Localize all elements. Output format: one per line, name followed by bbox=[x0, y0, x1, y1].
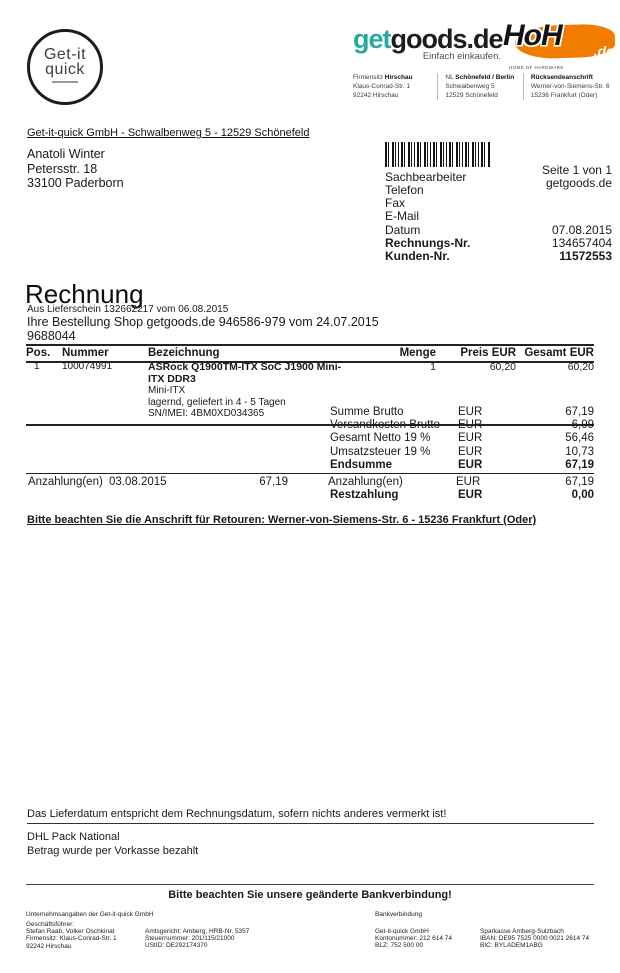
meta-label: Rechnungs-Nr. bbox=[385, 236, 471, 250]
item-price: 60,20 bbox=[489, 361, 516, 373]
header-preis: Preis EUR bbox=[460, 347, 516, 359]
sender-line: Get-it-quick GmbH - Schwalbenweg 5 - 12529 Schönefeld bbox=[27, 127, 310, 139]
footer-bank-heading: Bankverbindung bbox=[375, 911, 422, 918]
footer-management-column: Geschäftsführer: Stefan Raab, Volker Oschkinat Firmensitz: Klaus-Conrad-Str. 1 92242 Hirschau bbox=[26, 921, 117, 950]
address-line: Schwalbenweg 5 bbox=[445, 83, 495, 90]
footer-company-heading: Unternehmsangaben der Get-it-quick GmbH bbox=[26, 911, 154, 918]
payment-row-anzahlung: Anzahlung(en) 03.08.2015 67,19 Anzahlung(en) EUR 67,19 bbox=[28, 476, 594, 488]
footer-account-column: Get-it-quick GmbH Kontonummer: 212 614 74 BLZ: 752 500 00 bbox=[375, 928, 452, 950]
getgoods-rest: goods.de bbox=[390, 24, 503, 54]
meta-value: 134657404 bbox=[551, 236, 612, 250]
address-column-firmensitz bbox=[353, 73, 437, 100]
total-row-versandkosten: Versandkosten Brutto EUR 6,99 bbox=[330, 419, 594, 432]
header-menge: Menge bbox=[399, 347, 436, 359]
banner-divider bbox=[26, 884, 594, 885]
logo-line2: quick bbox=[45, 61, 85, 78]
payment-label: Anzahlung(en) bbox=[28, 476, 103, 488]
page-info bbox=[470, 164, 612, 190]
hoh-tagline: HOME OF HARDWARE bbox=[509, 65, 564, 70]
logo-tagline-decoration bbox=[52, 81, 78, 83]
total-row-summe-brutto: Summe Brutto EUR 67,19 bbox=[330, 406, 594, 418]
getgoods-accent: get bbox=[353, 24, 391, 54]
meta-value: 11572553 bbox=[559, 249, 612, 263]
bestellnummer-line: 9688044 bbox=[27, 329, 76, 343]
footer-registry-column: Amtsgericht: Amberg, HRB-Nr. 5357 Steuernummer: 201/115/21000 UStID: DE292174370 bbox=[145, 928, 250, 950]
shipping-info bbox=[27, 831, 198, 858]
item-serial: SN/IMEI: 4BM0XD034365 bbox=[148, 408, 265, 419]
total-row-endsumme: Endsumme EUR 67,19 bbox=[330, 458, 594, 471]
footer-iban-column: Sparkasse Amberg-Sulzbach IBAN: DE95 7525 0000 0021 2614 74 BIC: BYLADEM1ABG bbox=[480, 928, 590, 950]
address-line: Werner-von-Siemens-Str. 6 bbox=[530, 83, 610, 90]
item-quantity: 1 bbox=[430, 361, 436, 373]
address-title: Schönefeld / Berlin bbox=[455, 74, 515, 81]
recipient-street: Petersstr. 18 bbox=[27, 161, 98, 176]
label-fax: Fax bbox=[385, 196, 406, 210]
meta-row-kundennr bbox=[385, 250, 612, 263]
address-line: 15236 Frankfurt (Oder) bbox=[530, 92, 598, 99]
address-pre: Firmensitz bbox=[353, 74, 385, 81]
recipient-address bbox=[27, 147, 124, 191]
address-title: Hirschau bbox=[384, 74, 413, 81]
getgoods-logo bbox=[353, 25, 501, 62]
item-number: 100074991 bbox=[62, 361, 113, 372]
payment-method-note: Betrag wurde per Vorkasse bezahlt bbox=[27, 844, 199, 857]
delivery-date-notice: Das Lieferdatum entspricht dem Rechnungsdatum, sofern nichts anderes vermerkt ist! bbox=[27, 808, 594, 824]
getit-quick-logo bbox=[27, 29, 103, 105]
label-telefon: Telefon bbox=[385, 183, 424, 197]
shipping-method: DHL Pack National bbox=[27, 831, 120, 843]
address-line: Klaus-Conrad-Str. 1 bbox=[353, 83, 411, 90]
header-pos: Pos. bbox=[26, 347, 51, 359]
item-total: 60,20 bbox=[567, 361, 594, 373]
returns-notice: Bitte beachten Sie die Anschrift für Retouren: Werner-von-Siemens-Str. 6 - 15236 Frankfurt (Oder) bbox=[27, 514, 537, 526]
address-column-ruecksende bbox=[523, 73, 617, 100]
getgoods-wordmark bbox=[353, 25, 501, 53]
label-email: E-Mail bbox=[385, 209, 420, 223]
hoh-logo bbox=[503, 19, 617, 70]
item-pos: 1 bbox=[34, 361, 40, 372]
payment-row-restzahlung: Restzahlung EUR 0,00 bbox=[330, 489, 594, 502]
payments-section bbox=[26, 473, 594, 502]
meta-value: 07.08.2015 bbox=[551, 223, 612, 237]
getgoods-tagline: Einfach einkaufen. bbox=[422, 51, 501, 62]
document-title: Rechnung bbox=[25, 279, 144, 309]
item-desc-line: Mini-ITX bbox=[148, 385, 186, 396]
label-sachbearbeiter: Sachbearbeiter bbox=[385, 170, 467, 184]
address-title: Rücksendeanschrift bbox=[530, 74, 593, 81]
address-pre: NL bbox=[445, 74, 456, 81]
header-gesamt: Gesamt EUR bbox=[524, 347, 594, 359]
payment-date: 03.08.2015 bbox=[109, 476, 167, 488]
bestellung-line: Ihre Bestellung Shop getgoods.de 946586-979 vom 24.07.2015 bbox=[27, 315, 379, 329]
meta-label: Datum bbox=[385, 223, 421, 237]
invoice-meta bbox=[385, 224, 612, 263]
payment-amount: 67,19 bbox=[259, 476, 288, 488]
address-column-nl bbox=[437, 73, 522, 100]
header-bezeichnung: Bezeichnung bbox=[148, 347, 220, 359]
bank-change-banner: Bitte beachten Sie unsere geänderte Bankverbindung! bbox=[168, 889, 452, 901]
page-number: Seite 1 von 1 bbox=[541, 163, 612, 177]
lieferschein-line: Aus Lieferschein 132662217 vom 06.08.2015 bbox=[27, 304, 229, 315]
contact-labels bbox=[385, 171, 466, 223]
company-address-columns bbox=[353, 73, 617, 100]
total-row-netto: Gesamt Netto 19 % EUR 56,46 bbox=[330, 432, 594, 445]
item-name: ASRock Q1900TM-ITX SoC J1900 Mini-ITX DDR3 bbox=[148, 361, 342, 385]
meta-label: Kunden-Nr. bbox=[385, 249, 450, 263]
recipient-name: Anatoli Winter bbox=[27, 147, 105, 161]
address-line: 12529 Schönefeld bbox=[445, 92, 498, 99]
item-desc-line: lagernd, geliefert in 4 - 5 Tagen bbox=[148, 396, 286, 408]
recipient-city: 33100 Paderborn bbox=[27, 176, 124, 190]
logo-line1: Get-it bbox=[43, 46, 87, 63]
shop-name: getgoods.de bbox=[545, 176, 612, 190]
header-nummer: Nummer bbox=[62, 347, 109, 359]
hoh-suffix: .de bbox=[593, 43, 614, 59]
totals-section bbox=[26, 406, 594, 472]
hoh-wordmark: HoH bbox=[503, 19, 562, 52]
address-line: 92242 Hirschau bbox=[353, 92, 399, 99]
total-row-umsatzsteuer: Umsatzsteuer 19 % EUR 10,73 bbox=[330, 445, 594, 458]
